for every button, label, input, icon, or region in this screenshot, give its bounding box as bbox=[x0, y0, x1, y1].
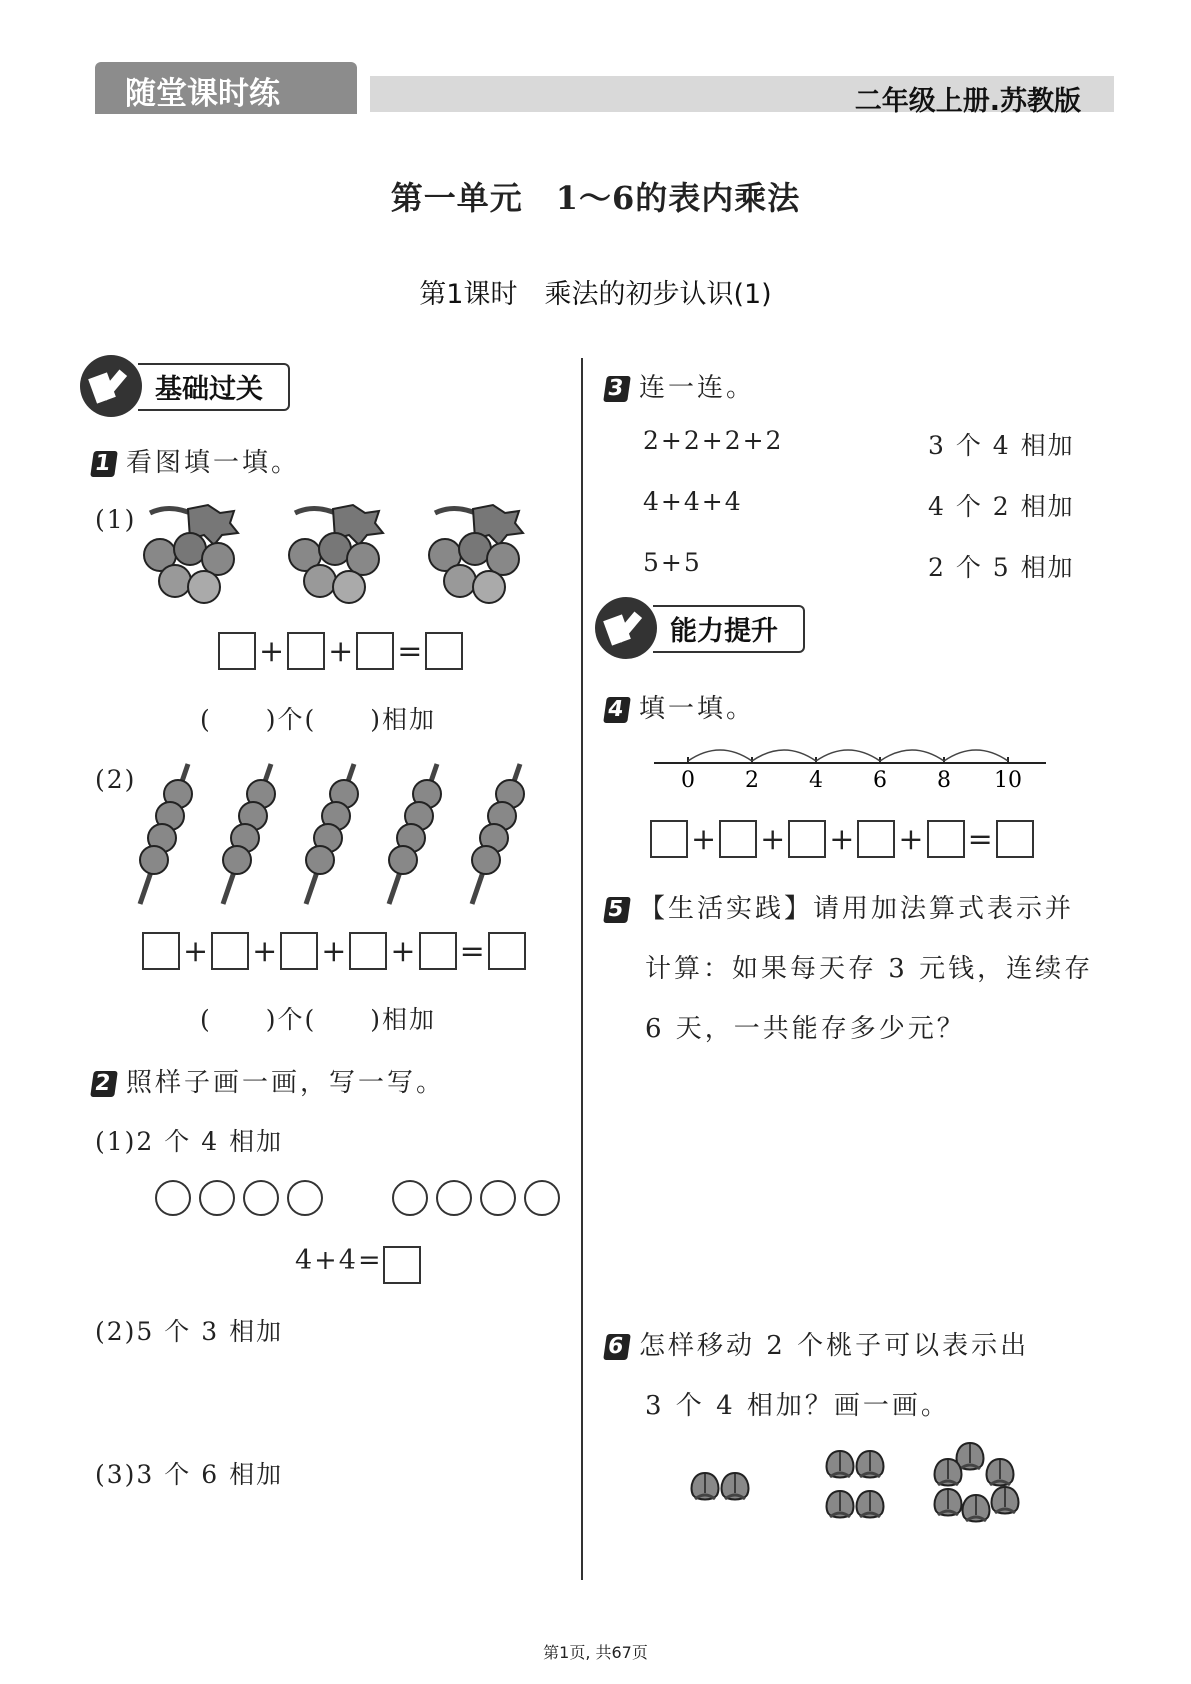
answer-box[interactable] bbox=[719, 820, 757, 858]
number-line-hop bbox=[688, 750, 752, 761]
skewer-3 bbox=[306, 764, 358, 904]
q3-right-3[interactable]: 2 个 5 相加 bbox=[928, 553, 1075, 582]
circle-shape bbox=[524, 1180, 560, 1216]
skewer-4 bbox=[389, 764, 441, 904]
q2-part3: (3)3 个 6 相加 bbox=[95, 1460, 284, 1489]
q1-part2-label: (2) bbox=[95, 765, 137, 794]
section-badge-basic bbox=[80, 355, 290, 405]
q3-left-2[interactable]: 4+4+4 bbox=[643, 487, 743, 516]
peach bbox=[857, 1451, 884, 1478]
number-line-hop bbox=[816, 750, 880, 761]
q3-heading bbox=[605, 367, 755, 404]
answer-box[interactable] bbox=[211, 932, 249, 970]
circle-shape bbox=[287, 1180, 323, 1216]
skewers-illustration bbox=[130, 760, 550, 910]
grape-bunch-3 bbox=[429, 505, 523, 603]
q2-heading bbox=[92, 1062, 445, 1099]
peach bbox=[957, 1443, 984, 1470]
q5-line3: 6 天，一共能存多少元？ bbox=[645, 1014, 966, 1044]
number-line-label: 4 bbox=[809, 768, 823, 793]
number-line-hop bbox=[880, 750, 944, 761]
answer-box[interactable] bbox=[996, 820, 1034, 858]
peaches-illustration bbox=[680, 1435, 1060, 1535]
answer-box[interactable] bbox=[927, 820, 965, 858]
q1-part1-label: (1) bbox=[95, 505, 137, 534]
q1-part1-equation: + + = bbox=[218, 632, 463, 670]
lesson-title: 第1课时 乘法的初步认识(1) bbox=[419, 279, 772, 310]
q4-equation: + + + + = bbox=[650, 820, 1034, 858]
number-line-label: 6 bbox=[873, 768, 887, 793]
q6-number: 6 bbox=[603, 1334, 631, 1360]
q3-left-3[interactable]: 5+5 bbox=[643, 548, 702, 577]
answer-box[interactable] bbox=[280, 932, 318, 970]
q1-part2-fill[interactable]: ( )个( )相加 bbox=[200, 1005, 437, 1034]
q6-line2: 3 个 4 相加？画一画。 bbox=[645, 1391, 950, 1421]
answer-box[interactable] bbox=[383, 1246, 421, 1284]
q2-number: 2 bbox=[90, 1071, 118, 1097]
answer-box[interactable] bbox=[218, 632, 256, 670]
column-divider bbox=[581, 358, 583, 1580]
q5-line1: 【生活实践】请用加法算式表示并 bbox=[639, 894, 1075, 924]
pencil-book-icon bbox=[86, 361, 136, 411]
skewer-5 bbox=[472, 764, 524, 904]
answer-box[interactable] bbox=[356, 632, 394, 670]
number-line-label: 0 bbox=[681, 768, 695, 793]
peach bbox=[827, 1491, 854, 1518]
section-label-advanced: 能力提升 bbox=[670, 616, 778, 647]
q1-number: 1 bbox=[90, 451, 118, 477]
circle-shape bbox=[392, 1180, 428, 1216]
circle-group-2 bbox=[392, 1180, 568, 1220]
q4-prompt: 填一填。 bbox=[639, 694, 756, 724]
circle-shape bbox=[436, 1180, 472, 1216]
answer-box[interactable] bbox=[488, 932, 526, 970]
header-series: 随堂课时练 bbox=[125, 76, 280, 112]
q1-heading bbox=[92, 442, 300, 479]
circle-shape bbox=[199, 1180, 235, 1216]
answer-box[interactable] bbox=[788, 820, 826, 858]
number-line bbox=[650, 735, 1050, 795]
q3-number: 3 bbox=[603, 376, 631, 402]
peach bbox=[935, 1459, 962, 1486]
number-line-label: 8 bbox=[937, 768, 951, 793]
grape-bunch-1 bbox=[144, 505, 238, 603]
peach bbox=[963, 1495, 990, 1522]
q3-left-1[interactable]: 2+2+2+2 bbox=[643, 426, 784, 455]
q2-part1-equation: 4+4= bbox=[295, 1245, 421, 1284]
answer-box[interactable] bbox=[142, 932, 180, 970]
q5-heading bbox=[605, 888, 1074, 925]
number-line-label: 2 bbox=[745, 768, 759, 793]
q1-part1-fill[interactable]: ( )个( )相加 bbox=[200, 705, 437, 734]
peach bbox=[692, 1473, 719, 1500]
peach bbox=[827, 1451, 854, 1478]
circle-group-1 bbox=[155, 1180, 331, 1220]
q3-prompt: 连一连。 bbox=[639, 373, 756, 403]
circle-shape bbox=[243, 1180, 279, 1216]
number-line-label: 10 bbox=[994, 768, 1022, 793]
pencil-book-icon bbox=[601, 603, 651, 653]
skewer-1 bbox=[140, 764, 192, 904]
peach bbox=[987, 1459, 1014, 1486]
q4-number: 4 bbox=[603, 697, 631, 723]
unit-title: 第一单元 1～6的表内乘法 bbox=[390, 179, 801, 217]
peach bbox=[992, 1487, 1019, 1514]
circle-shape bbox=[155, 1180, 191, 1216]
section-label-basic: 基础过关 bbox=[155, 374, 263, 405]
q3-right-1[interactable]: 3 个 4 相加 bbox=[928, 431, 1075, 460]
answer-box[interactable] bbox=[419, 932, 457, 970]
circle-shape bbox=[480, 1180, 516, 1216]
answer-box[interactable] bbox=[425, 632, 463, 670]
skewer-2 bbox=[223, 764, 275, 904]
number-line-hop bbox=[752, 750, 816, 761]
q4-heading bbox=[605, 688, 755, 725]
answer-box[interactable] bbox=[349, 932, 387, 970]
grapes-illustration bbox=[135, 498, 555, 608]
peach bbox=[935, 1489, 962, 1516]
q5-line2: 计算：如果每天存 3 元钱，连续存 bbox=[645, 954, 1094, 984]
number-line-hop bbox=[944, 750, 1008, 761]
section-badge-advanced bbox=[595, 597, 805, 647]
q2-part2: (2)5 个 3 相加 bbox=[95, 1317, 284, 1346]
grape-bunch-2 bbox=[289, 505, 383, 603]
peach bbox=[722, 1473, 749, 1500]
q2-prompt: 照样子画一画，写一写。 bbox=[126, 1068, 446, 1098]
q2-part1: (1)2 个 4 相加 bbox=[95, 1127, 284, 1156]
answer-box[interactable] bbox=[650, 820, 688, 858]
q5-number: 5 bbox=[603, 897, 631, 923]
answer-box[interactable] bbox=[857, 820, 895, 858]
header-series-tab bbox=[95, 62, 357, 114]
peach bbox=[857, 1491, 884, 1518]
q3-right-2[interactable]: 4 个 2 相加 bbox=[928, 492, 1075, 521]
page-footer: 第1页, 共67页 bbox=[543, 1643, 648, 1662]
header-grade: 二年级上册.苏教版 bbox=[854, 86, 1081, 117]
q1-part2-equation: + + + + = bbox=[142, 932, 526, 970]
q6-heading bbox=[605, 1325, 1029, 1362]
q6-line1: 怎样移动 2 个桃子可以表示出 bbox=[639, 1331, 1030, 1361]
q1-prompt: 看图填一填。 bbox=[126, 448, 301, 478]
answer-box[interactable] bbox=[287, 632, 325, 670]
